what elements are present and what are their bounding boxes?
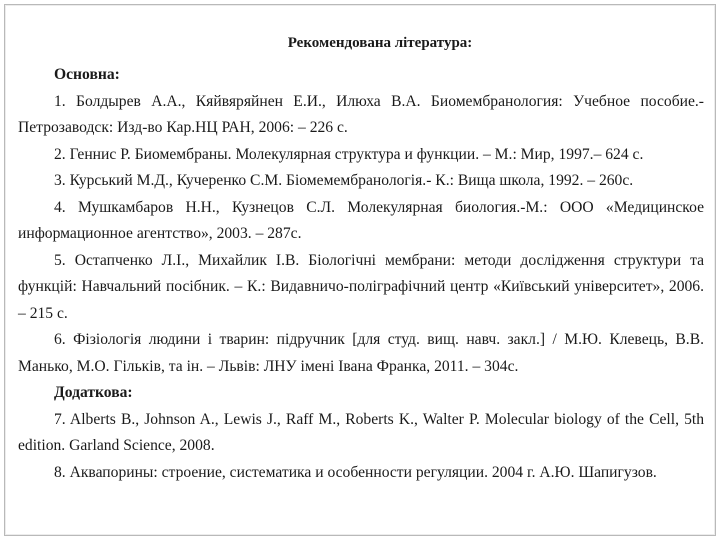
reference-item: 4. Мушкамбаров Н.Н., Кузнецов С.Л. Молекулярная биология.-М.: ООО «Медицинское информационное агентство», 2003. – 287с.: [18, 198, 704, 242]
reference-item: 7. Alberts B., Johnson A., Lewis J., Raff M., Roberts K., Walter P. Molecular biology of the Cell, 5th edition. Garland Science, 2008.: [18, 410, 704, 454]
reference-item: 1. Болдырев А.А., Кяйвяряйнен Е.И., Илюха В.А. Биомембранология: Учебное пособие.- Петрозаводск: Изд-во Кар.НЦ РАН, 2006: – 226 с.: [18, 92, 704, 136]
reference-item: 2. Геннис Р. Биомембраны. Молекулярная структура и функции. – М.: Мир, 1997.– 624 с.: [54, 145, 644, 163]
reference-item: 5. Остапченко Л.І., Михайлик І.В. Біологічні мембрани: методи дослідження структури та функцій: Навчальний посібник. – К.: Видавничо-поліграфічний центр «Київський університет», 2006. – 215 с.: [18, 251, 704, 322]
reference-item: 3. Курський М.Д., Кучеренко С.М. Біомемембранологія.- К.: Вища школа, 1992. – 260с.: [54, 172, 634, 189]
reference-list: [18, 62, 704, 486]
section-heading-main: Основна:: [54, 66, 120, 83]
page-title: Рекомендована література:: [287, 35, 473, 51]
reference-item: 8. Аквапорины: строение, систематика и особенности регуляции. 2004 г. А.Ю. Шапигузов.: [54, 463, 657, 481]
reference-item: 6. Фізіологія людини і тварин: підручник [для студ. вищ. навч. закл.] / М.Ю. Клевець, В.В. Манько, М.О. Гільків, та ін. – Львів: ЛНУ імені Івана Франка, 2011. – 304с.: [18, 331, 704, 375]
section-heading-additional: Додаткова:: [54, 384, 133, 401]
